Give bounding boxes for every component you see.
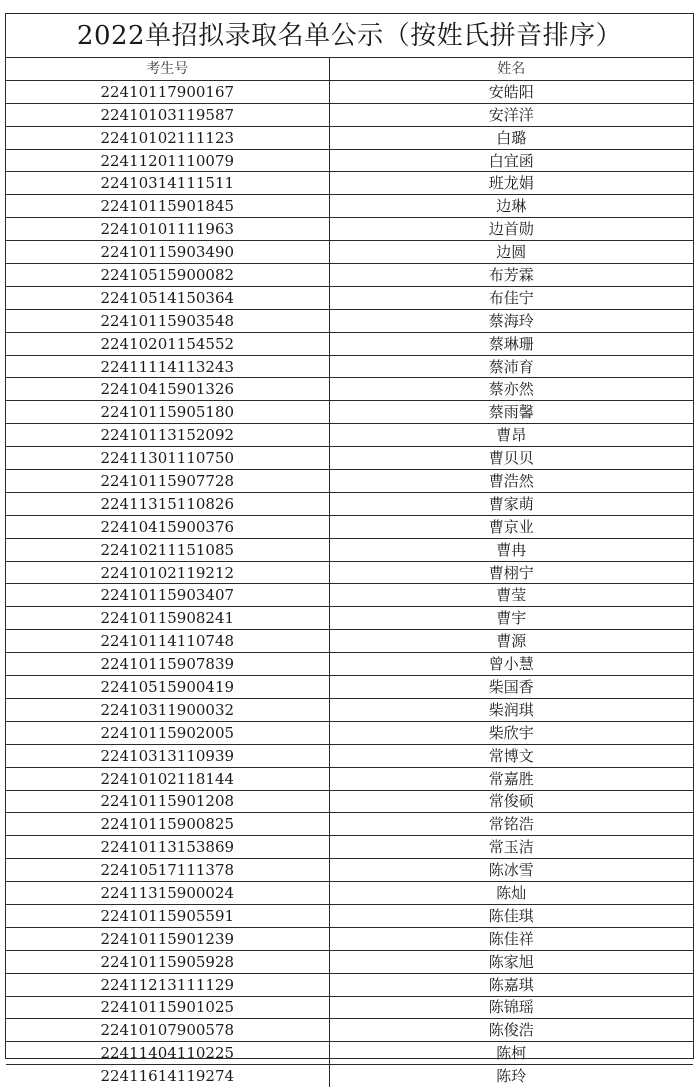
cell-student-name: 曹冉: [329, 538, 693, 561]
table-row: [6, 1042, 693, 1065]
cell-exam-id: 22410115903490: [6, 241, 329, 264]
table-row: [6, 492, 693, 515]
cell-student-name: 陈俊浩: [329, 1019, 693, 1042]
page-title: 2022单招拟录取名单公示（按姓氏拼音排序）: [6, 14, 693, 58]
table-row: [6, 676, 693, 699]
cell-student-name: 布芳霖: [329, 264, 693, 287]
cell-exam-id: 22410102118144: [6, 767, 329, 790]
cell-exam-id: 22410113152092: [6, 424, 329, 447]
cell-student-name: 安皓阳: [329, 80, 693, 103]
cell-student-name: 白璐: [329, 126, 693, 149]
cell-exam-id: 22411213111129: [6, 973, 329, 996]
cell-student-name: 曾小慧: [329, 653, 693, 676]
cell-student-name: 班龙娟: [329, 172, 693, 195]
cell-exam-id: 22410115903407: [6, 584, 329, 607]
cell-exam-id: 22410211151085: [6, 538, 329, 561]
table-row: [6, 172, 693, 195]
cell-exam-id: 22410115905591: [6, 904, 329, 927]
cell-student-name: 蔡雨馨: [329, 401, 693, 424]
table-row: [6, 721, 693, 744]
table-row: [6, 767, 693, 790]
cell-exam-id: 22410115901208: [6, 790, 329, 813]
table-row: [6, 904, 693, 927]
table-row: [6, 218, 693, 241]
table-row: [6, 378, 693, 401]
cell-student-name: 蔡海玲: [329, 309, 693, 332]
cell-exam-id: 22410115908241: [6, 607, 329, 630]
table-header-row: [6, 58, 693, 80]
cell-exam-id: 22410115900825: [6, 813, 329, 836]
cell-exam-id: 22411315900024: [6, 882, 329, 905]
table-row: [6, 149, 693, 172]
table-row: [6, 126, 693, 149]
table-row: [6, 80, 693, 103]
cell-student-name: 曹源: [329, 630, 693, 653]
table-row: [6, 790, 693, 813]
cell-exam-id: 22410313110939: [6, 744, 329, 767]
cell-exam-id: 22410115905180: [6, 401, 329, 424]
cell-exam-id: 22410515900082: [6, 264, 329, 287]
table-row: [6, 355, 693, 378]
table-row: [6, 813, 693, 836]
cell-student-name: 柴欣宇: [329, 721, 693, 744]
cell-student-name: 布佳宁: [329, 286, 693, 309]
table-row: [6, 470, 693, 493]
table-row: [6, 241, 693, 264]
admission-list-sheet: [5, 13, 694, 1086]
cell-exam-id: 22410115901239: [6, 927, 329, 950]
table-row: [6, 744, 693, 767]
cell-exam-id: 22410103119587: [6, 103, 329, 126]
table-row: [6, 882, 693, 905]
cell-exam-id: 22410517111378: [6, 859, 329, 882]
cell-student-name: 边首勋: [329, 218, 693, 241]
table-row: [6, 1065, 693, 1087]
cell-exam-id: 22410102111123: [6, 126, 329, 149]
cell-student-name: 柴润琪: [329, 698, 693, 721]
table-row: [6, 401, 693, 424]
cell-exam-id: 22411404110225: [6, 1042, 329, 1065]
table-row: [6, 103, 693, 126]
cell-exam-id: 22411315110826: [6, 492, 329, 515]
table-row: [6, 584, 693, 607]
admission-table: [6, 58, 693, 1087]
table-row: [6, 859, 693, 882]
cell-student-name: 常嘉胜: [329, 767, 693, 790]
cell-exam-id: 22410117900167: [6, 80, 329, 103]
table-row: [6, 653, 693, 676]
cell-student-name: 陈灿: [329, 882, 693, 905]
cell-student-name: 陈家旭: [329, 950, 693, 973]
table-body: [6, 80, 693, 1087]
cell-exam-id: 22410115903548: [6, 309, 329, 332]
cell-exam-id: 22410115905928: [6, 950, 329, 973]
cell-student-name: 曹宇: [329, 607, 693, 630]
cell-student-name: 白宜函: [329, 149, 693, 172]
table-row: [6, 424, 693, 447]
cell-exam-id: 22411201110079: [6, 149, 329, 172]
cell-exam-id: 22410314111511: [6, 172, 329, 195]
table-row: [6, 515, 693, 538]
cell-student-name: 蔡沛育: [329, 355, 693, 378]
table-row: [6, 447, 693, 470]
table-row: [6, 836, 693, 859]
cell-student-name: 陈柯: [329, 1042, 693, 1065]
cell-exam-id: 22410115902005: [6, 721, 329, 744]
cell-student-name: 蔡琳珊: [329, 332, 693, 355]
cell-student-name: 曹莹: [329, 584, 693, 607]
cell-student-name: 柴国香: [329, 676, 693, 699]
cell-exam-id: 22410115907728: [6, 470, 329, 493]
cell-student-name: 常俊硕: [329, 790, 693, 813]
cell-exam-id: 22410101111963: [6, 218, 329, 241]
table-row: [6, 195, 693, 218]
cell-student-name: 陈锦瑶: [329, 996, 693, 1019]
cell-student-name: 常博文: [329, 744, 693, 767]
table-row: [6, 973, 693, 996]
table-row: [6, 698, 693, 721]
cell-student-name: 曹浩然: [329, 470, 693, 493]
cell-exam-id: 22410515900419: [6, 676, 329, 699]
table-row: [6, 927, 693, 950]
table-row: [6, 1019, 693, 1042]
table-row: [6, 309, 693, 332]
cell-exam-id: 22410107900578: [6, 1019, 329, 1042]
cell-student-name: 陈冰雪: [329, 859, 693, 882]
cell-exam-id: 22410115901845: [6, 195, 329, 218]
cell-student-name: 陈嘉琪: [329, 973, 693, 996]
cell-student-name: 蔡亦然: [329, 378, 693, 401]
cell-student-name: 陈佳琪: [329, 904, 693, 927]
cell-student-name: 陈玲: [329, 1065, 693, 1087]
table-row: [6, 630, 693, 653]
cell-exam-id: 22410201154552: [6, 332, 329, 355]
cell-exam-id: 22410102119212: [6, 561, 329, 584]
cell-exam-id: 22410114110748: [6, 630, 329, 653]
cell-exam-id: 22410415900376: [6, 515, 329, 538]
cell-exam-id: 22411614119274: [6, 1065, 329, 1087]
table-row: [6, 286, 693, 309]
cell-student-name: 安洋洋: [329, 103, 693, 126]
table-row: [6, 950, 693, 973]
cell-student-name: 曹昂: [329, 424, 693, 447]
cell-exam-id: 22410115901025: [6, 996, 329, 1019]
cell-exam-id: 22410514150364: [6, 286, 329, 309]
cell-student-name: 常铭浩: [329, 813, 693, 836]
table-row: [6, 607, 693, 630]
cell-exam-id: 22411114113243: [6, 355, 329, 378]
cell-exam-id: 22411301110750: [6, 447, 329, 470]
table-row: [6, 538, 693, 561]
column-header-id: 考生号: [6, 58, 329, 80]
table-row: [6, 561, 693, 584]
cell-student-name: 常玉洁: [329, 836, 693, 859]
cell-exam-id: 22410415901326: [6, 378, 329, 401]
cell-student-name: 边琳: [329, 195, 693, 218]
cell-student-name: 曹家萌: [329, 492, 693, 515]
table-row: [6, 996, 693, 1019]
cell-exam-id: 22410113153869: [6, 836, 329, 859]
cell-student-name: 陈佳祥: [329, 927, 693, 950]
cell-exam-id: 22410311900032: [6, 698, 329, 721]
cell-student-name: 边圆: [329, 241, 693, 264]
cell-student-name: 曹京业: [329, 515, 693, 538]
table-row: [6, 332, 693, 355]
cell-student-name: 曹贝贝: [329, 447, 693, 470]
cell-exam-id: 22410115907839: [6, 653, 329, 676]
column-header-name: 姓名: [329, 58, 693, 80]
table-row: [6, 264, 693, 287]
cell-student-name: 曹栩宁: [329, 561, 693, 584]
